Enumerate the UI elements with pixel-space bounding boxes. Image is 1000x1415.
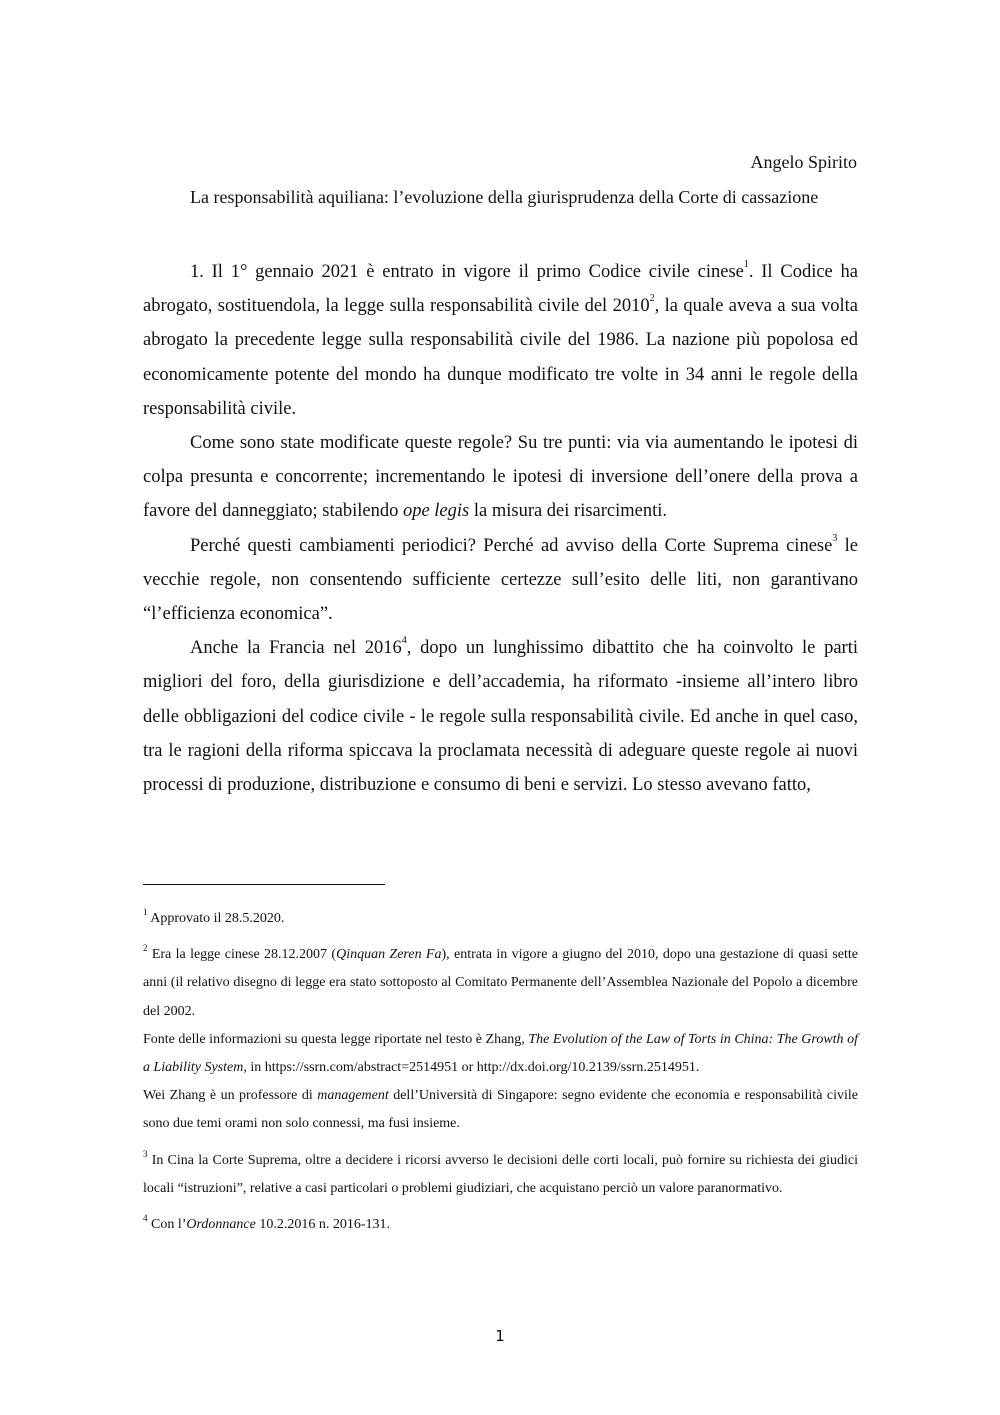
footnote-4: $^4$ Con l’Ordonnance 10.2.2016 n. 2016-131. (143, 1213, 391, 1233)
footnote-1: $^1$ Approvato il 28.5.2020. (143, 907, 285, 926)
footnote-ref-1[interactable]: 1 (743, 259, 749, 270)
paragraph-3: Perché questi cambiamenti periodici? Perché ad avviso della Corte Suprema cinese$^3$ le vecchie regole, non consentendo sufficiente certezze sull’esito delle liti, non garantivano “l’efficienza economica”. (143, 532, 858, 625)
paragraph-4: Anche la Francia nel 2016$^4$, dopo un lunghissimo dibattito che ha coinvolto le parti migliori del foro, della giurisdizione e dell’accademia, ha riformato -insieme all’intero libro delle obbligazioni del codice civile - le regole sulla responsabilità civile. Ed anche in quel caso, tra le ragioni della riforma spiccava la proclamata necessità di adeguare queste regole ai nuovi processi di produzione, distribuzione e consumo di beni e servizi. Lo stesso avevano fatto, (143, 635, 858, 796)
author-name: Angelo Spirito (750, 152, 857, 172)
article-title: La responsabilità aquiliana: l’evoluzione della giurisprudenza della Corte di cassazione (190, 187, 819, 207)
footnote-3: $^3$ In Cina la Corte Suprema, oltre a decidere i ricorsi avverso le decisioni delle corti locali, può fornire su richiesta dei giudici locali “istruzioni”, relative a casi particolari o problemi giudiziari, che acquistano perciò un valore paranormativo. (143, 1148, 858, 1196)
paragraph-1: 1. Il 1° gennaio 2021 è entrato in vigore il primo Codice civile cinese$^1$. Il Codice ha abrogato, sostituendola, la legge sulla responsabilità civile del 2010$^2$, la quale aveva a sua volta abrogato la precedente legge sulla responsabilità civile del 1986. La nazione più popolosa ed economicamente potente del mondo ha dunque modificato tre volte in 34 anni le regole della responsabilità civile. (143, 259, 858, 419)
footnotes (143, 905, 858, 1239)
page-number: 1 (495, 1327, 505, 1345)
footnote-2: $^2$ Era la legge cinese 28.12.2007 (Qinquan Zeren Fa), entrata in vigore a giugno del 2010, dopo una gestazione di quasi sette anni (il relativo disegno di legge era stato sottoposto al Comitato Permanente dell’Assemblea Nazionale del Popolo a dicembre del 2002. (143, 943, 858, 1019)
footnote-ref-4[interactable]: 4 (401, 635, 407, 647)
paragraph-2: Come sono state modificate queste regole? Su tre punti: via via aumentando le ipotesi di colpa presunta e concorrente; incrementando le ipotesi di inversione dell’onere della prova a favore del danneggiato; stabilendo ope legis la misura dei risarcimenti. (143, 433, 858, 522)
footnote-separator (143, 884, 385, 885)
footnote-ref-3[interactable]: 3 (832, 532, 838, 544)
main-text (143, 255, 858, 802)
footnote-2-extra: Wei Zhang è un professore di management dell’Università di Singapore: segno evidente che economia e responsabilità civile sono due temi orami non solo connessi, ma fusi insieme. (143, 1088, 858, 1132)
footnote-2-source: Fonte delle informazioni su questa legge riportate nel testo è Zhang, The Evolution of the Law of Torts in China: The Growth of a Liability System, in https://ssrn.com/abstract=2514951 or http://dx.doi.org/10.2139/ssrn.2514951. (143, 1031, 858, 1076)
footnote-ref-2[interactable]: 2 (649, 293, 655, 305)
